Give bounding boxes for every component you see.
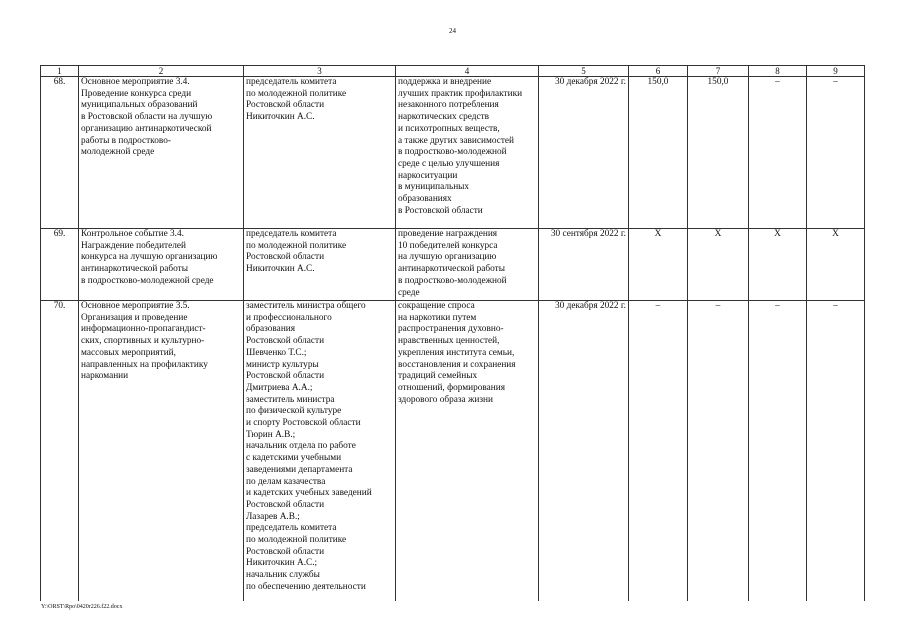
value-col-7: 150,0 bbox=[688, 77, 749, 229]
column-number: 4 bbox=[396, 66, 539, 77]
value-col-8: – bbox=[749, 301, 807, 601]
row-number: 70. bbox=[41, 301, 79, 601]
footer-file-path: Y:\ORST\Rpo\0420r226.f22.docx bbox=[41, 604, 123, 610]
activity-name: Основное мероприятие 3.5. Организация и проведение информационно-пропагандист- ских, спортивных и культурно- массовых мероприятий, направленных на профилактику наркомании bbox=[79, 301, 244, 601]
value-col-9: X bbox=[807, 229, 865, 301]
value-col-8: X bbox=[749, 229, 807, 301]
responsible-person: председатель комитета по молодежной политике Ростовской области Никиточкин А.С. bbox=[244, 77, 396, 229]
column-number: 5 bbox=[539, 66, 629, 77]
deadline-date: 30 декабря 2022 г. bbox=[539, 77, 629, 229]
responsible-person: председатель комитета по молодежной политике Ростовской области Никиточкин А.С. bbox=[244, 229, 396, 301]
column-number: 2 bbox=[79, 66, 244, 77]
table-row bbox=[41, 77, 865, 229]
value-col-9: – bbox=[807, 77, 865, 229]
row-number: 68. bbox=[41, 77, 79, 229]
column-number-row bbox=[41, 66, 865, 77]
column-number: 9 bbox=[807, 66, 865, 77]
value-col-9: – bbox=[807, 301, 865, 601]
value-col-6: – bbox=[629, 301, 688, 601]
column-number: 3 bbox=[244, 66, 396, 77]
expected-result: поддержка и внедрение лучших практик профилактики незаконного потребления наркотических средств и психотропных веществ, а также других зависимостей в подростково-молодежной среде с целью улучшения наркоситуации в муниципальных образованиях в Ростовской области bbox=[396, 77, 539, 229]
deadline-date: 30 сентября 2022 г. bbox=[539, 229, 629, 301]
expected-result: проведение награждения 10 победителей конкурса на лучшую организацию антинаркотической работы в подростково-молодежной среде bbox=[396, 229, 539, 301]
column-number: 7 bbox=[688, 66, 749, 77]
value-col-7: – bbox=[688, 301, 749, 601]
value-col-7: X bbox=[688, 229, 749, 301]
table-row bbox=[41, 229, 865, 301]
value-col-6: X bbox=[629, 229, 688, 301]
responsible-person: заместитель министра общего и профессионального образования Ростовской области Шевченко Т.С.; министр культуры Ростовской области Дмитриева А.А.; заместитель министра по физической культуре и спорту Ростовской области Тюрин А.В.; начальник отдела по работе с кадетскими учебными заведениями департамента по делам казачества и кадетских учебных заведений Ростовской области Лазарев А.В.; председатель комитета по молодежной политике Ростовской области Никиточкин А.С.; начальник службы по обеспечению деятельности bbox=[244, 301, 396, 601]
row-number: 69. bbox=[41, 229, 79, 301]
page-number: 24 bbox=[449, 27, 456, 35]
table-row bbox=[41, 301, 865, 601]
activity-name: Контрольное событие 3.4. Награждение победителей конкурса на лучшую организацию антинаркотической работы в подростково-молодежной среде bbox=[79, 229, 244, 301]
column-number: 6 bbox=[629, 66, 688, 77]
value-col-6: 150,0 bbox=[629, 77, 688, 229]
column-number: 8 bbox=[749, 66, 807, 77]
deadline-date: 30 декабря 2022 г. bbox=[539, 301, 629, 601]
expected-result: сокращение спроса на наркотики путем распространения духовно- нравственных ценностей, укрепления института семьи, восстановления и сохранения традиций семейных отношений, формирования здорового образа жизни bbox=[396, 301, 539, 601]
column-number: 1 bbox=[41, 66, 79, 77]
activities-table bbox=[40, 65, 865, 601]
activity-name: Основное мероприятие 3.4. Проведение конкурса среди муниципальных образований в Ростовской области на лучшую организацию антинаркотической работы в подростково- молодежной среде bbox=[79, 77, 244, 229]
value-col-8: – bbox=[749, 77, 807, 229]
